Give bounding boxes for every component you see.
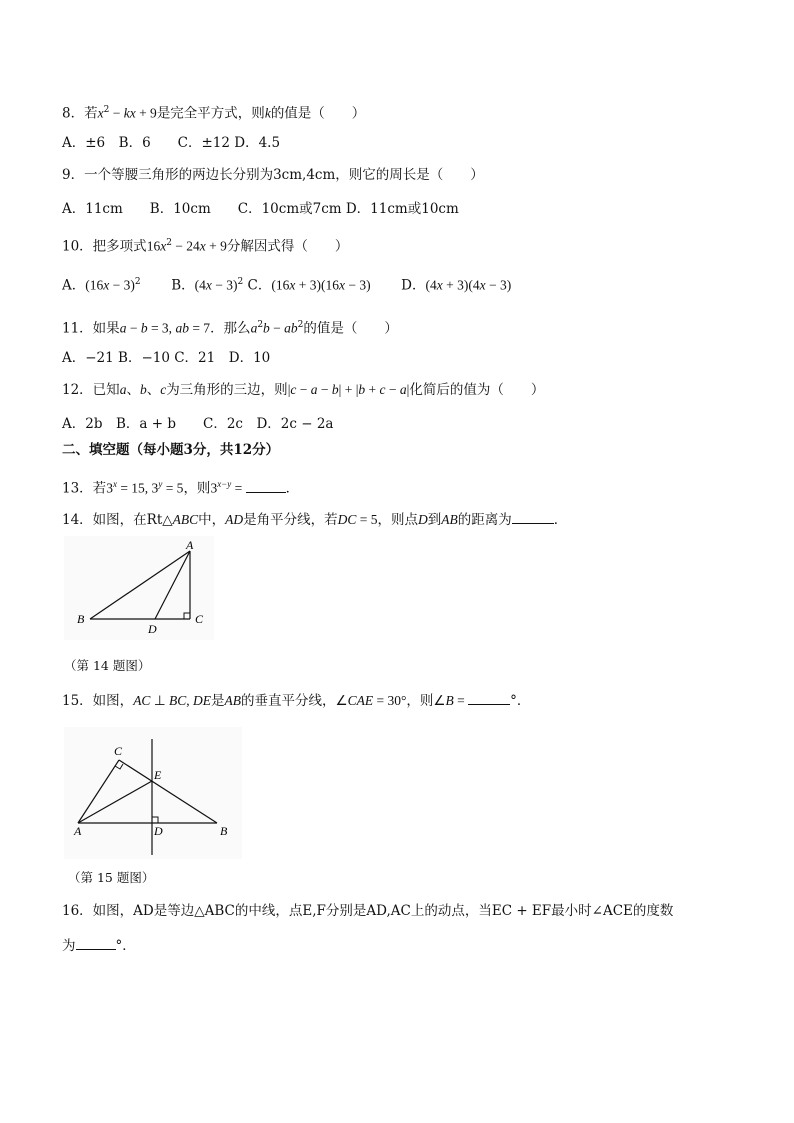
fig15-label-D: D bbox=[154, 824, 163, 838]
answer-blank-15[interactable] bbox=[468, 690, 510, 705]
figure-15 bbox=[64, 727, 242, 859]
question-8-options: A．±6 B．6 C．±12 D．4.5 bbox=[62, 135, 281, 151]
question-15: 15．如图，AC ⊥ BC, DE是AB的垂直平分线，∠CAE = 30°，则∠B = °． bbox=[62, 690, 530, 710]
section-title: 二、填空题（每小题3分，共12分） bbox=[62, 442, 280, 458]
fig14-label-D: D bbox=[148, 622, 157, 636]
figure-15-caption: （第 15 题图） bbox=[68, 870, 155, 885]
question-10-options: A．$(16x - 3)^2$ B．$(4x - 3)^2$ C．(16x + 3)(16x − 3) D．(4x + 3)(4x − 3) bbox=[62, 277, 512, 294]
question-14: 14．如图，在Rt△ABC中，AD是角平分线，若DC = 5，则点D到AB的距离为 ． bbox=[62, 509, 567, 529]
fig14-label-B: B bbox=[77, 612, 85, 626]
fig15-label-A: A bbox=[74, 824, 82, 838]
question-12: 12．已知a、b、c为三角形的三边，则|c − a − b| + |b + c − a|化简后的值为（ ） bbox=[62, 382, 545, 398]
fig14-label-C: C bbox=[195, 612, 204, 626]
question-16-line-2: 为 °． bbox=[62, 935, 136, 955]
question-12-options: A．2b B．a + b C．2c D．2c − 2a bbox=[62, 416, 334, 432]
fig15-label-B: B bbox=[220, 824, 228, 838]
question-11-options: A．−21 B．−10 C．21 D．10 bbox=[62, 350, 271, 366]
question-13: 13．若$3^x = 15$, $3^y = 5$，则$3^{x-y}$ = ． bbox=[62, 479, 300, 497]
question-11: 11．如果a − b = 3, ab = 7．那么$a^2b - ab^2$的值是（ ） bbox=[62, 320, 398, 337]
figure-14 bbox=[64, 536, 214, 640]
question-10: 10．把多项式$16x^2 - 24x + 9$分解因式得（ ） bbox=[62, 238, 349, 255]
question-9: 9．一个等腰三角形的两边长分别为3cm,4cm，则它的周长是（ ） bbox=[62, 167, 484, 183]
fig15-label-E: E bbox=[154, 768, 162, 782]
figure-14-caption: （第 14 题图） bbox=[64, 658, 151, 673]
answer-blank-16[interactable] bbox=[76, 935, 116, 950]
answer-blank-14[interactable] bbox=[512, 509, 554, 524]
question-8: 8．若$x^2$ − kx + 9是完全平方式，则k的值是（ ） bbox=[62, 105, 366, 122]
answer-blank-13[interactable] bbox=[246, 478, 286, 493]
fig14-label-A: A bbox=[186, 538, 194, 552]
question-16-line-1: 16．如图，AD是等边△ABC的中线，点E,F分别是AD,AC上的动点，当EC + EF最小时∠ACE的度数 bbox=[62, 903, 674, 919]
fig15-label-C: C bbox=[114, 744, 123, 758]
question-9-options: A．11cm B．10cm C．10cm或7cm D．11cm或10cm bbox=[62, 201, 459, 217]
